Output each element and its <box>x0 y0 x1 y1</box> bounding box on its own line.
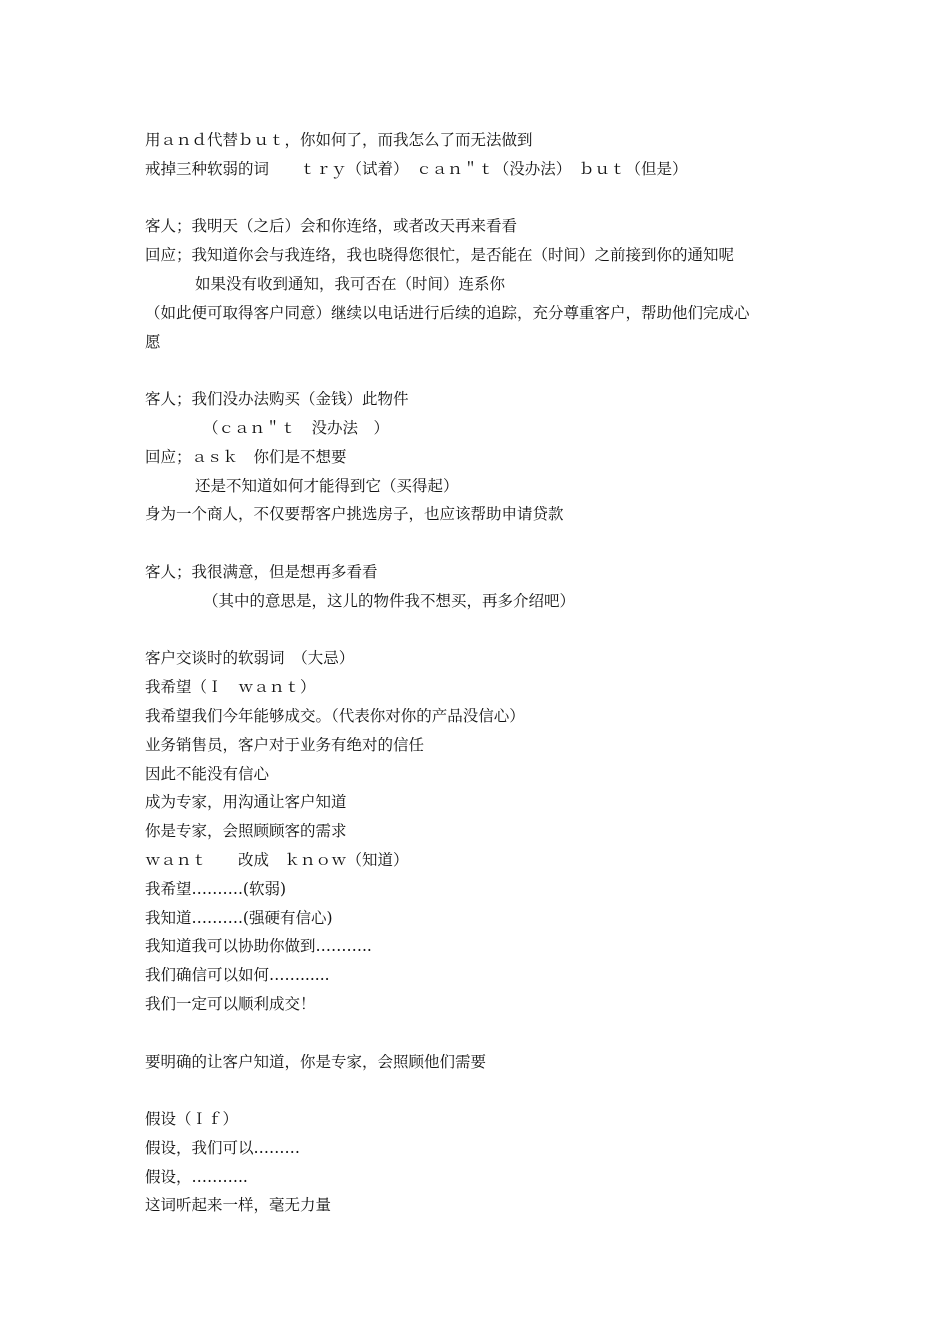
text-line: 我们一定可以顺利成交！ <box>145 994 316 1013</box>
text-line: 客人；我很满意，但是想再多看看 <box>145 562 378 581</box>
text-line: 要明确的让客户知道，你是专家，会照顾他们需要 <box>145 1052 487 1071</box>
text-line: 假设，我们可以……… <box>145 1138 301 1157</box>
text-line: 愿 <box>145 332 161 351</box>
text-line: 我知道我可以协助你做到……….. <box>145 937 372 956</box>
text-line: 我们确信可以如何……...... <box>145 966 330 985</box>
text-line: 客人；我们没办法购买（金钱）此物件 <box>145 390 409 409</box>
blank-line <box>145 1019 825 1048</box>
text-line: 回应；ａｓｋ 你们是不想要 <box>145 447 347 466</box>
text-line: （如此便可取得客户同意）继续以电话进行后续的追踪，充分尊重客户，帮助他们完成心 <box>145 303 750 322</box>
text-line: 客户交谈时的软弱词 （大忌） <box>145 649 355 668</box>
text-line: 如果没有收到通知，我可否在（时间）连系你 <box>195 274 506 293</box>
text-line: 因此不能没有信心 <box>145 764 270 783</box>
text-line: ｗａｎｔ 改成 ｋｎｏｗ（知道） <box>145 850 409 869</box>
text-line: 假设，……….. <box>145 1167 248 1186</box>
text-line: 你是专家，会照顾顾客的需求 <box>145 822 347 841</box>
text-line: 这词听起来一样，毫无力量 <box>145 1196 332 1215</box>
text-line: 身为一个商人，不仅要帮客户挑选房子，也应该帮助申请贷款 <box>145 505 564 524</box>
text-line: （其中的意思是，这儿的物件我不想买，再多介绍吧） <box>203 591 576 610</box>
text-line: 还是不知道如何才能得到它（买得起） <box>195 476 459 495</box>
text-line: 成为专家，用沟通让客户知道 <box>145 793 347 812</box>
blank-line <box>145 184 825 213</box>
document-body <box>145 126 825 1220</box>
blank-line <box>145 1076 825 1105</box>
blank-line <box>145 356 825 385</box>
text-line: 我知道……….(强硬有信心) <box>145 908 333 927</box>
text-line: 戒掉三种软弱的词 ｔｒｙ（试着） ｃａｎ＂ｔ（没办法） ｂｕｔ（但是） <box>145 159 688 178</box>
blank-line <box>145 529 825 558</box>
blank-line <box>145 616 825 645</box>
text-line: （ｃａｎ＂ｔ 没办法 ） <box>203 418 390 437</box>
text-line: 我希望……….(软弱) <box>145 879 287 898</box>
text-line: 客人；我明天（之后）会和你连络，或者改天再来看看 <box>145 217 518 236</box>
text-line: 我希望我们今年能够成交。（代表你对你的产品没信心） <box>145 706 525 725</box>
text-line: 我希望（Ｉ ｗａｎｔ） <box>145 678 316 697</box>
text-line: 业务销售员，客户对于业务有绝对的信任 <box>145 735 425 754</box>
text-line: 回应；我知道你会与我连络，我也晓得您很忙，是否能在（时间）之前接到你的通知呢 <box>145 246 735 265</box>
text-line: 假设（Ｉｆ） <box>145 1110 239 1129</box>
text-line: 用ａｎｄ代替ｂｕｔ，你如何了，而我怎么了而无法做到 <box>145 131 533 149</box>
